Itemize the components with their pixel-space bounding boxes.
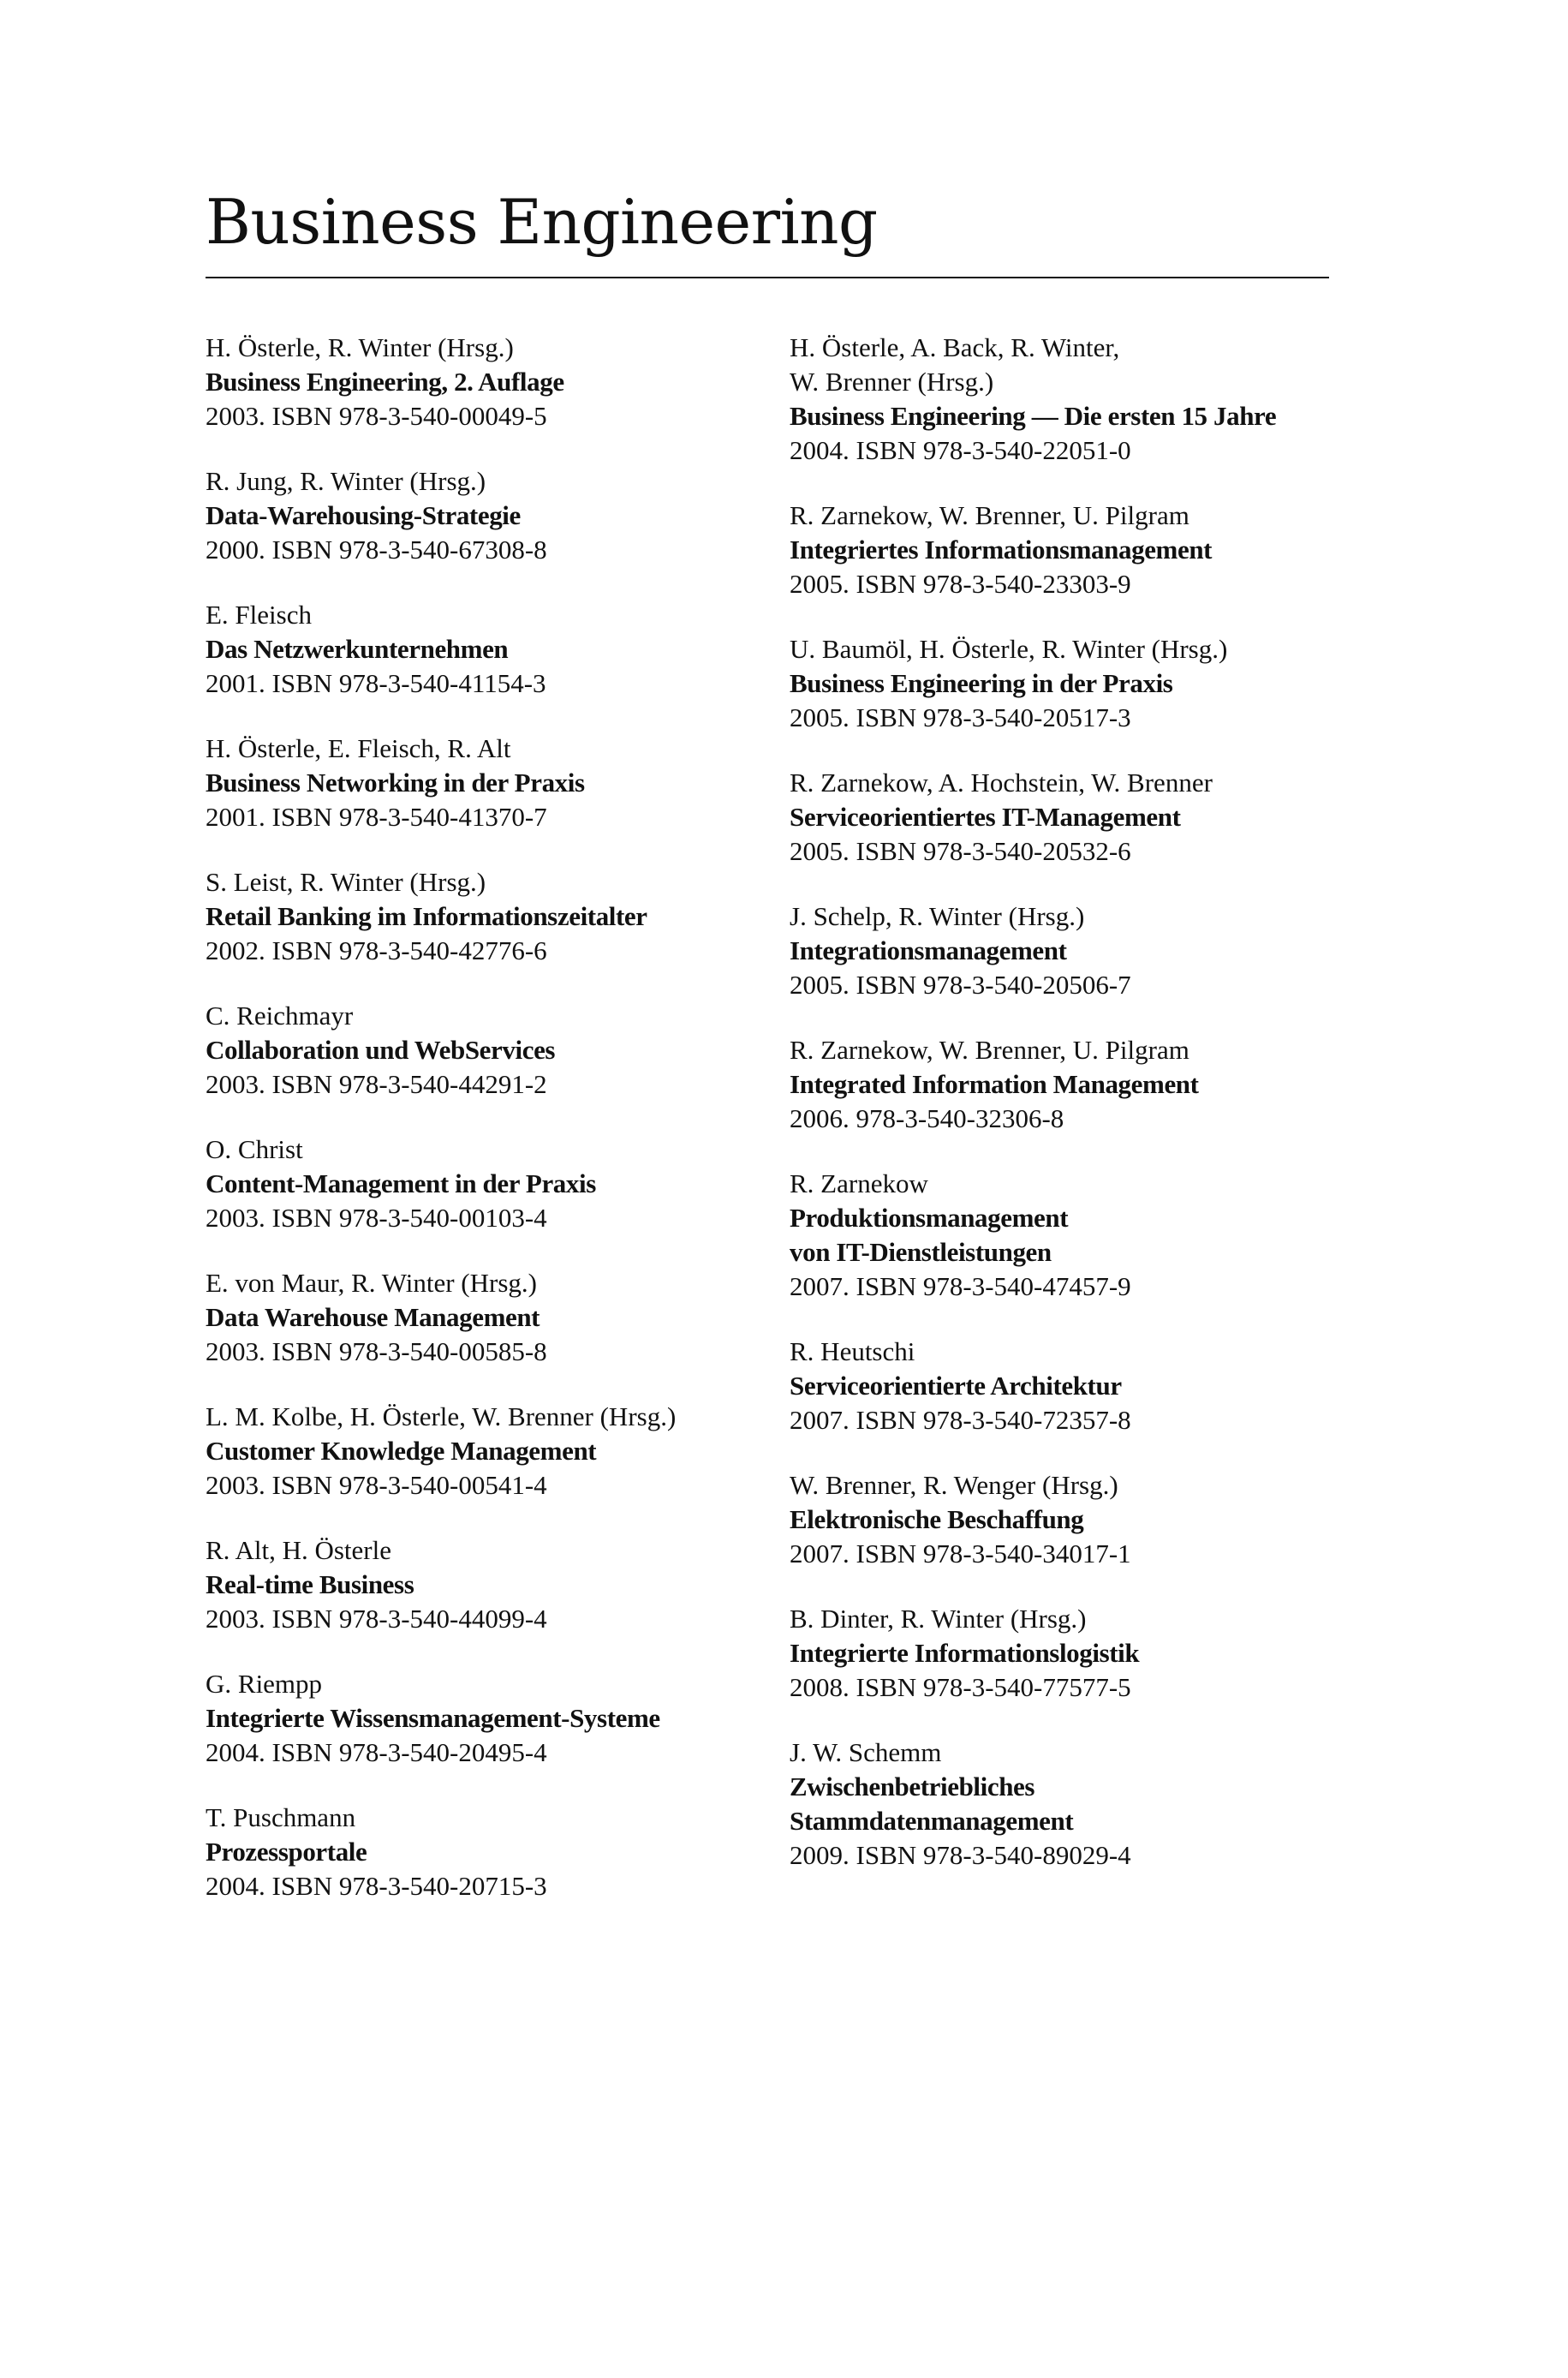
page-title: Business Engineering xyxy=(206,186,878,258)
book-publication-info: 2003. ISBN 978-3-540-44291-2 xyxy=(206,1069,547,1099)
book-entry xyxy=(206,1533,754,1636)
book-title: Data Warehouse Management xyxy=(206,1302,540,1332)
book-title: Business Engineering in der Praxis xyxy=(790,668,1173,698)
book-authors: R. Zarnekow xyxy=(790,1168,928,1198)
book-title: Serviceorientierte Architektur xyxy=(790,1371,1122,1401)
book-publication-info: 2001. ISBN 978-3-540-41154-3 xyxy=(206,668,546,698)
book-publication-info: 2002. ISBN 978-3-540-42776-6 xyxy=(206,935,547,965)
book-entry xyxy=(206,1266,754,1369)
book-authors: R. Alt, H. Österle xyxy=(206,1535,391,1565)
book-authors: S. Leist, R. Winter (Hrsg.) xyxy=(206,867,486,897)
book-publication-info: 2003. ISBN 978-3-540-00541-4 xyxy=(206,1470,547,1500)
book-entry xyxy=(790,766,1338,869)
book-publication-info: 2003. ISBN 978-3-540-00585-8 xyxy=(206,1336,547,1366)
book-publication-info: 2009. ISBN 978-3-540-89029-4 xyxy=(790,1840,1131,1870)
book-entry xyxy=(790,1335,1338,1437)
book-authors: W. Brenner, R. Wenger (Hrsg.) xyxy=(790,1470,1118,1500)
book-entry xyxy=(206,464,754,567)
book-authors: G. Riempp xyxy=(206,1669,323,1699)
book-authors: H. Österle, E. Fleisch, R. Alt xyxy=(206,733,511,763)
book-entry xyxy=(206,1667,754,1770)
book-title: Business Engineering — Die ersten 15 Jahre xyxy=(790,401,1277,431)
book-title: Serviceorientiertes IT-Management xyxy=(790,802,1181,832)
book-entry xyxy=(206,999,754,1102)
book-authors: R. Heutschi xyxy=(790,1336,915,1366)
book-entry xyxy=(206,331,754,433)
book-publication-info: 2007. ISBN 978-3-540-34017-1 xyxy=(790,1539,1131,1568)
book-title: Business Networking in der Praxis xyxy=(206,768,585,798)
book-authors: B. Dinter, R. Winter (Hrsg.) xyxy=(790,1604,1087,1634)
book-title: Retail Banking im Informationszeitalter xyxy=(206,901,647,931)
book-entry xyxy=(790,499,1338,601)
book-title: Content-Management in der Praxis xyxy=(206,1168,596,1198)
book-entry xyxy=(206,732,754,834)
book-authors: R. Zarnekow, A. Hochstein, W. Brenner xyxy=(790,768,1213,798)
book-publication-info: 2005. ISBN 978-3-540-23303-9 xyxy=(790,569,1131,599)
book-publication-info: 2001. ISBN 978-3-540-41370-7 xyxy=(206,802,547,832)
book-title: Collaboration und WebServices xyxy=(206,1035,556,1065)
book-title: Prozessportale xyxy=(206,1837,367,1867)
book-entry xyxy=(206,1132,754,1235)
book-title: Business Engineering, 2. Auflage xyxy=(206,367,564,397)
book-authors: E. von Maur, R. Winter (Hrsg.) xyxy=(206,1268,537,1298)
book-authors: J. Schelp, R. Winter (Hrsg.) xyxy=(790,901,1085,931)
book-title: Zwischenbetriebliches xyxy=(790,1772,1035,1801)
book-publication-info: 2000. ISBN 978-3-540-67308-8 xyxy=(206,535,547,565)
book-entry xyxy=(206,1801,754,1903)
book-title: von IT-Dienstleistungen xyxy=(790,1237,1052,1267)
title-divider xyxy=(206,277,1329,278)
book-title: Customer Knowledge Management xyxy=(206,1436,597,1466)
book-entry xyxy=(206,865,754,968)
book-authors: W. Brenner (Hrsg.) xyxy=(790,367,994,397)
book-authors: T. Puschmann xyxy=(206,1802,356,1832)
book-authors: R. Zarnekow, W. Brenner, U. Pilgram xyxy=(790,500,1189,530)
book-entry xyxy=(206,1400,754,1503)
book-publication-info: 2005. ISBN 978-3-540-20506-7 xyxy=(790,970,1131,1000)
book-title: Integrierte Informationslogistik xyxy=(790,1638,1140,1668)
book-entry xyxy=(790,1468,1338,1571)
book-publication-info: 2005. ISBN 978-3-540-20532-6 xyxy=(790,836,1131,866)
book-publication-info: 2005. ISBN 978-3-540-20517-3 xyxy=(790,702,1131,732)
book-publication-info: 2007. ISBN 978-3-540-47457-9 xyxy=(790,1271,1131,1301)
book-publication-info: 2003. ISBN 978-3-540-00049-5 xyxy=(206,401,547,431)
book-title: Stammdatenmanagement xyxy=(790,1806,1074,1836)
book-title: Real-time Business xyxy=(206,1569,414,1599)
book-entry xyxy=(790,1736,1338,1873)
book-publication-info: 2006. 978-3-540-32306-8 xyxy=(790,1103,1064,1133)
book-entry xyxy=(790,331,1338,468)
book-authors: J. W. Schemm xyxy=(790,1737,942,1767)
book-publication-info: 2007. ISBN 978-3-540-72357-8 xyxy=(790,1405,1131,1435)
book-list-right-column xyxy=(790,331,1338,1903)
book-entry xyxy=(206,598,754,701)
book-authors: U. Baumöl, H. Österle, R. Winter (Hrsg.) xyxy=(790,634,1228,664)
book-title: Data-Warehousing-Strategie xyxy=(206,500,521,530)
book-list-left-column xyxy=(206,331,754,1934)
book-authors: C. Reichmayr xyxy=(206,1001,354,1031)
book-publication-info: 2004. ISBN 978-3-540-22051-0 xyxy=(790,435,1131,465)
book-publication-info: 2003. ISBN 978-3-540-44099-4 xyxy=(206,1604,547,1634)
book-authors: R. Jung, R. Winter (Hrsg.) xyxy=(206,466,486,496)
book-entry xyxy=(790,1033,1338,1136)
book-title: Integriertes Informationsmanagement xyxy=(790,535,1213,565)
book-authors: E. Fleisch xyxy=(206,600,312,630)
book-authors: L. M. Kolbe, H. Österle, W. Brenner (Hrsg.) xyxy=(206,1401,677,1431)
book-title: Integrierte Wissensmanagement-Systeme xyxy=(206,1703,660,1733)
book-title: Integrationsmanagement xyxy=(790,935,1067,965)
book-title: Integrated Information Management xyxy=(790,1069,1199,1099)
book-authors: R. Zarnekow, W. Brenner, U. Pilgram xyxy=(790,1035,1189,1065)
book-entry xyxy=(790,1602,1338,1705)
book-authors: H. Österle, A. Back, R. Winter, xyxy=(790,332,1120,362)
book-authors: O. Christ xyxy=(206,1134,303,1164)
book-publication-info: 2003. ISBN 978-3-540-00103-4 xyxy=(206,1203,547,1233)
book-title: Elektronische Beschaffung xyxy=(790,1504,1084,1534)
book-title: Produktionsmanagement xyxy=(790,1203,1069,1233)
book-entry xyxy=(790,1167,1338,1304)
book-authors: H. Österle, R. Winter (Hrsg.) xyxy=(206,332,514,362)
book-title: Das Netzwerkunternehmen xyxy=(206,634,509,664)
book-publication-info: 2004. ISBN 978-3-540-20715-3 xyxy=(206,1871,547,1901)
book-entry xyxy=(790,632,1338,735)
book-entry xyxy=(790,899,1338,1002)
book-publication-info: 2008. ISBN 978-3-540-77577-5 xyxy=(790,1672,1131,1702)
book-publication-info: 2004. ISBN 978-3-540-20495-4 xyxy=(206,1737,547,1767)
